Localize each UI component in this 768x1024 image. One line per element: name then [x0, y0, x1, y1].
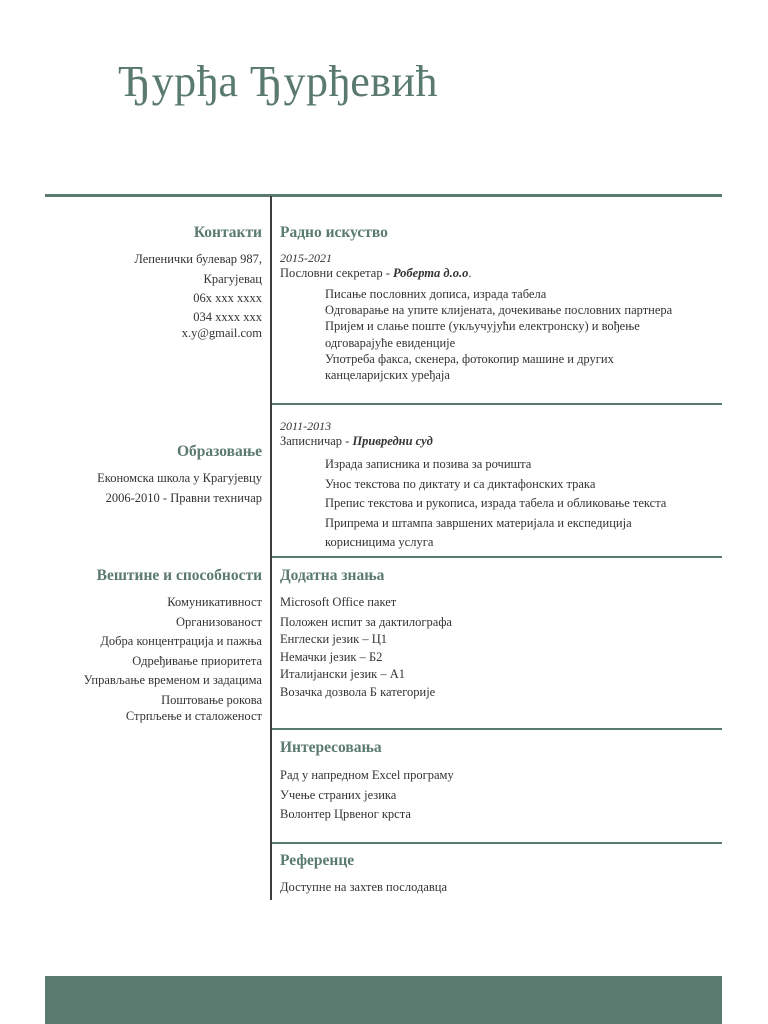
interest-item: Волонтер Црвеног крста: [280, 807, 411, 821]
job-date: 2015-2021: [280, 251, 332, 265]
skill-item: Одређивање приоритета: [132, 653, 262, 668]
education-school: Економска школа у Крагујевцу: [97, 471, 262, 485]
column-divider: [270, 196, 272, 900]
skills-heading: Вештине и способности: [96, 567, 262, 584]
interest-item: Рад у напредном Excel програму: [280, 768, 454, 782]
additional-heading: Додатна знања: [280, 567, 385, 584]
duty-item: Одговарање на упите клијената, дочекивање пословних партнера: [325, 303, 673, 318]
additional-item: Немачки језик – Б2: [280, 649, 383, 664]
job-duties: [325, 286, 720, 383]
skill-item: Комуникативност: [167, 595, 262, 609]
skill-item: Поштовање рокова: [161, 692, 262, 707]
job-role: Записничар -: [280, 434, 353, 448]
job-employer: Роберта д.о.о: [392, 266, 469, 280]
footer-bar: [45, 976, 722, 1024]
references-heading: Референце: [280, 852, 355, 869]
job-role: Пословни секретар -: [280, 266, 393, 280]
duty-item: корисницима услуга: [325, 535, 434, 549]
duty-item: Израда записника и позива за рочишта: [325, 457, 532, 471]
additional-list: [280, 594, 452, 701]
duty-item: Препис текстова и рукописа, израда табела и обликовање текста: [325, 496, 667, 510]
contacts-heading: Контакти: [193, 224, 262, 241]
duty-item: Писање пословних дописа, израда табела: [325, 287, 547, 301]
duty-item: Припрема и штампа завршених материјала и експедиција: [325, 515, 632, 530]
contact-address-line-2: Крагујевац: [203, 271, 262, 286]
contacts-block: [134, 250, 262, 344]
experience-heading: Радно искуство: [280, 224, 388, 241]
section-divider: [272, 842, 722, 844]
duty-item: Пријем и слање поште (укључујући електронску) и вођење: [325, 319, 640, 334]
education-heading: Образовање: [176, 443, 262, 460]
contact-address-line-1: Лепенички булевар 987,: [134, 252, 262, 266]
job-date: 2011-2013: [280, 419, 332, 433]
additional-item: Италијански језик – А1: [280, 667, 406, 681]
duty-item: канцеларијских уређаја: [325, 368, 450, 383]
interests-heading: Интересовања: [280, 739, 382, 756]
job-duties: [325, 455, 720, 553]
contact-email: x.y@gmail.com: [181, 326, 262, 340]
additional-item: Положен испит за дактилографа: [280, 614, 452, 629]
references-text: Доступне на захтев послодавца: [280, 880, 448, 894]
contact-phone: 034 xxxx xxx: [193, 309, 262, 324]
section-divider: [272, 556, 722, 558]
header-rule: [45, 194, 722, 197]
additional-item: Енглески језик – Ц1: [280, 632, 388, 646]
education-period: 2006-2010 - Правни техничар: [105, 490, 262, 505]
skill-item: Управљање временом и задацима: [83, 673, 262, 687]
section-divider: [272, 403, 722, 405]
duty-item: Употреба факса, скенера, фотокопир машине и других: [325, 351, 614, 366]
skill-item: Стрпљење и сталоженост: [125, 709, 262, 723]
skills-list: [84, 593, 262, 727]
job-employer: Привредни суд: [352, 434, 433, 448]
job-title: [280, 434, 433, 449]
skill-item: Организованост: [176, 614, 262, 629]
education-block: [97, 469, 262, 508]
resume-name: Ђурђа Ђурђевић: [118, 57, 439, 106]
job-employer-suffix: .: [468, 266, 472, 280]
duty-item: одговарајуће евиденције: [325, 335, 456, 350]
contact-mobile: 06x xxx xxxx: [193, 291, 262, 305]
interest-item: Учење страних језика: [280, 787, 397, 802]
job-title: [280, 266, 471, 281]
duty-item: Унос текстова по диктату и са диктафонских трака: [325, 476, 596, 491]
interests-list: [280, 766, 454, 825]
section-divider: [272, 728, 722, 730]
skill-item: Добра концентрација и пажња: [100, 634, 262, 648]
additional-item: Microsoft Office пакет: [280, 595, 397, 609]
additional-item: Возачка дозвола Б категорије: [280, 684, 436, 699]
